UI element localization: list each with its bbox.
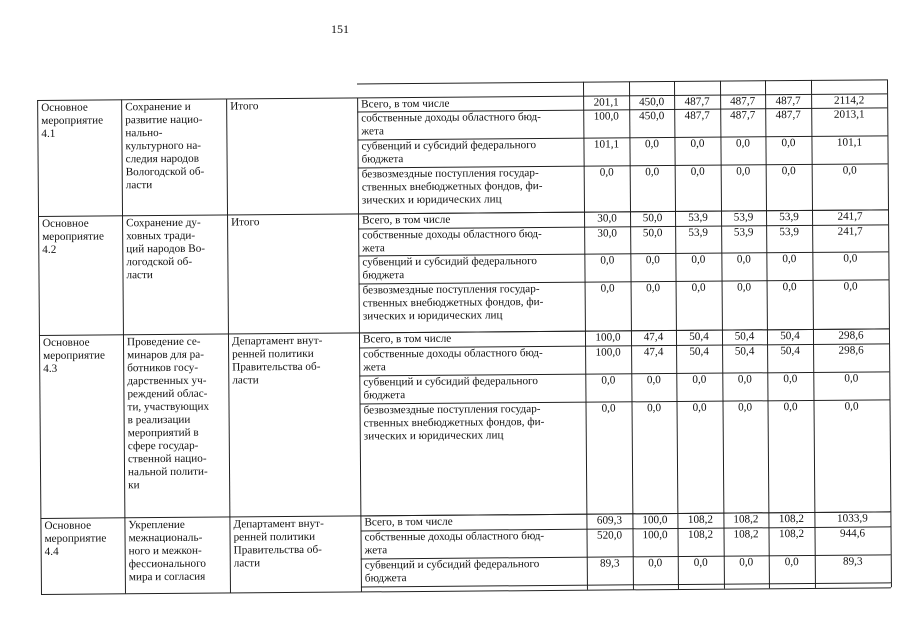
funding-value: 0,0 — [691, 281, 706, 294]
event-name: нальной полити- — [127, 465, 208, 479]
funding-value: 108,2 — [687, 528, 714, 541]
funding-value: 0,0 — [600, 254, 615, 267]
responsible-executor: ренней политики — [233, 530, 316, 544]
funding-value: 241,7 — [837, 225, 863, 238]
funding-value: 609,3 — [596, 514, 623, 527]
funding-source-label: Всего, в том числе — [364, 515, 453, 529]
event-name: ховных тради- — [126, 229, 196, 243]
funding-source-label: собственные доходы областного бюд- — [362, 228, 542, 242]
funding-value: 2114,2 — [833, 94, 865, 107]
funding-value: 0,0 — [645, 254, 660, 267]
event-name: дарственных уч- — [127, 374, 207, 388]
funding-source-label: ственных внебюджетных фондов, фи- — [362, 296, 544, 310]
funding-value: 100,0 — [593, 110, 619, 123]
responsible-executor: Департамент внут- — [233, 517, 324, 531]
funding-source-label: субвенций и субсидий федерального — [362, 255, 538, 269]
funding-value: 0,0 — [692, 373, 707, 386]
funding-value: 0,0 — [844, 400, 859, 413]
funding-source-label: субвенций и субсидий федерального — [364, 558, 540, 572]
funding-value: 298,6 — [838, 344, 864, 357]
funding-value: 50,4 — [689, 345, 709, 358]
funding-value: 0,0 — [648, 557, 663, 570]
funding-value: 0,0 — [783, 401, 798, 414]
event-name: межнациональ- — [128, 531, 203, 545]
funding-value: 53,9 — [779, 226, 799, 239]
funding-value: 487,7 — [775, 109, 801, 122]
column-rule — [37, 100, 42, 594]
funding-value: 53,9 — [688, 226, 709, 239]
funding-value: 53,9 — [733, 226, 754, 239]
event-name: фессионального — [128, 557, 207, 571]
funding-value: 101,1 — [836, 136, 863, 149]
funding-value: 487,7 — [775, 95, 801, 108]
funding-source-label: жета — [361, 125, 384, 138]
event-name: ласти — [126, 269, 153, 282]
event-name: мероприятий в — [127, 426, 199, 440]
funding-value: 53,9 — [779, 211, 799, 224]
event-name: Укрепление — [128, 518, 185, 532]
funding-value: 2013,1 — [833, 108, 865, 121]
funding-value: 50,0 — [642, 212, 663, 225]
event-name: ки — [128, 479, 140, 492]
funding-value: 108,2 — [733, 528, 759, 541]
funding-value: 487,7 — [730, 109, 756, 122]
funding-source-label: безвозмездные поступления государ- — [362, 283, 540, 297]
funding-value: 487,7 — [684, 109, 710, 122]
event-name: в реализации — [127, 413, 191, 427]
funding-value: 30,0 — [597, 212, 617, 225]
funding-source-label: безвозмездные поступления государ- — [361, 167, 539, 181]
funding-value: 0,0 — [844, 372, 859, 385]
funding-value: 0,0 — [644, 138, 660, 151]
event-name: Сохранение ду- — [126, 216, 201, 230]
funding-value: 50,4 — [780, 330, 800, 343]
funding-value: 520,0 — [596, 529, 623, 542]
funding-value: 50,4 — [689, 330, 709, 343]
funding-value: 0,0 — [737, 373, 752, 386]
funding-source-label: собственные доходы областного бюд- — [363, 347, 543, 361]
table-top-rule — [357, 79, 887, 84]
column-rule — [226, 99, 231, 593]
funding-value: 0,0 — [692, 401, 707, 414]
funding-value: 0,0 — [599, 166, 614, 179]
funding-value: 0,0 — [645, 166, 660, 179]
funding-source-label: зических и юридических лиц — [362, 309, 503, 323]
funding-value: 0,0 — [737, 281, 752, 294]
event-name: культурного на- — [125, 139, 202, 153]
responsible-executor: Департамент внут- — [231, 334, 323, 348]
funding-value: 241,7 — [837, 210, 863, 223]
funding-value: 30,0 — [597, 227, 618, 240]
funding-value: 487,7 — [730, 95, 756, 108]
funding-source-label: Всего, в том числе — [362, 213, 451, 227]
funding-value: 108,2 — [687, 513, 714, 526]
funding-value: 0,0 — [647, 402, 662, 415]
funding-value: 1033,9 — [836, 512, 868, 525]
funding-source-label: жета — [362, 242, 385, 255]
funding-value: 0,0 — [843, 280, 858, 293]
funding-source-label: бюджета — [363, 389, 406, 402]
event-label: Основное — [42, 217, 89, 230]
funding-source-label: собственные доходы областного бюд- — [364, 530, 545, 544]
event-name: развитие нацио- — [125, 113, 203, 127]
funding-source-label: субвенций и субсидий федерального — [363, 375, 538, 389]
funding-value: 50,4 — [734, 330, 755, 343]
event-name: следия народов — [125, 152, 199, 166]
event-label: мероприятие — [41, 114, 104, 127]
funding-value: 0,0 — [690, 165, 705, 178]
budget-table — [37, 79, 891, 594]
funding-value: 0,0 — [736, 253, 751, 266]
event-name: нально- — [125, 127, 163, 140]
event-name: Проведение се- — [126, 335, 201, 349]
event-name: реждений облас- — [127, 387, 208, 401]
funding-value: 50,4 — [734, 345, 755, 358]
event-name: ций народов Во- — [126, 242, 206, 256]
event-name: минаров для ра- — [127, 348, 204, 362]
event-label: Основное — [41, 101, 88, 114]
funding-value: 0,0 — [843, 252, 858, 265]
event-name: ственной нацио- — [127, 452, 207, 466]
event-label: Основное — [42, 336, 90, 349]
funding-value: 0,0 — [691, 253, 706, 266]
event-name: ласти — [125, 179, 153, 192]
funding-source-label: жета — [364, 544, 388, 557]
funding-value: 100,0 — [595, 331, 621, 344]
funding-value: 100,0 — [642, 514, 668, 527]
event-name: мира и согласия — [128, 570, 206, 584]
funding-value: 100,0 — [642, 529, 668, 542]
funding-value: 0,0 — [784, 556, 799, 569]
funding-value: 0,0 — [690, 137, 705, 150]
funding-value: 47,4 — [643, 346, 664, 359]
funding-value: 0,0 — [737, 401, 753, 414]
funding-value: 0,0 — [782, 253, 797, 266]
responsible-executor: Правительства об- — [233, 543, 322, 557]
funding-source-label: бюджета — [361, 153, 404, 166]
funding-source-label: ственных внебюджетных фондов, фи- — [363, 416, 545, 430]
event-label: 4.4 — [44, 545, 59, 558]
funding-value: 201,1 — [593, 96, 619, 109]
funding-source-label: ственных внебюджетных фондов, фи- — [361, 180, 543, 194]
funding-value: 450,0 — [639, 96, 665, 109]
funding-value: 0,0 — [601, 374, 616, 387]
funding-value: 101,1 — [593, 138, 620, 151]
event-name: Вологодской об- — [125, 165, 205, 179]
funding-value: 450,0 — [639, 110, 665, 123]
event-name: логодской об- — [126, 255, 193, 269]
funding-source-label: бюджета — [364, 572, 407, 585]
funding-value: 0,0 — [842, 164, 857, 177]
funding-value: 47,4 — [643, 331, 664, 344]
funding-value: 89,3 — [599, 557, 620, 570]
event-name: ного и межкон- — [128, 544, 202, 558]
funding-value: 50,0 — [642, 227, 663, 240]
event-name: Сохранение и — [125, 100, 191, 114]
funding-value: 0,0 — [781, 165, 796, 178]
event-label: мероприятие — [44, 532, 107, 545]
funding-value: 53,9 — [733, 211, 754, 224]
funding-value: 0,0 — [646, 282, 661, 295]
event-name: сфере государ- — [127, 439, 199, 453]
event-name: ти, участвующих — [127, 400, 210, 414]
funding-value: 0,0 — [783, 373, 798, 386]
funding-source-label: Всего, в том числе — [362, 332, 452, 346]
funding-value: 0,0 — [782, 281, 797, 294]
responsible-executor: ласти — [233, 557, 261, 570]
funding-value: 100,0 — [595, 346, 621, 359]
funding-value: 0,0 — [646, 374, 661, 387]
funding-value: 0,0 — [736, 165, 751, 178]
event-label: 4.3 — [43, 362, 58, 375]
funding-value: 53,9 — [688, 211, 708, 224]
event-label: 4.1 — [41, 127, 56, 140]
funding-value: 108,2 — [733, 513, 759, 526]
funding-source-label: жета — [363, 361, 386, 374]
event-label: мероприятие — [43, 349, 105, 362]
responsible-executor: Итого — [231, 216, 260, 229]
funding-value: 298,6 — [838, 329, 864, 342]
event-name: ботников госу- — [127, 361, 199, 375]
funding-source-label: зических и юридических лиц — [361, 193, 502, 207]
responsible-executor: ласти — [232, 374, 259, 387]
funding-value: 0,0 — [781, 137, 796, 150]
event-label: Основное — [44, 519, 92, 532]
funding-source-label: субвенций и субсидий федерального — [361, 139, 537, 153]
funding-value: 0,0 — [600, 282, 615, 295]
funding-value: 50,4 — [780, 345, 800, 358]
funding-value: 89,3 — [842, 555, 863, 568]
responsible-executor: Итого — [230, 100, 259, 113]
funding-source-label: Всего, в том числе — [361, 97, 450, 111]
table-bottom-rule — [41, 587, 891, 595]
responsible-executor: ренней политики — [232, 347, 314, 361]
funding-source-label: зических и юридических лиц — [363, 429, 504, 443]
funding-source-label: бюджета — [362, 269, 405, 282]
funding-value: 108,2 — [778, 527, 805, 541]
funding-value: 108,2 — [778, 512, 805, 526]
event-label: мероприятие — [42, 230, 105, 243]
funding-value: 0,0 — [601, 402, 616, 415]
event-label: 4.2 — [42, 243, 57, 256]
responsible-executor: Правительства об- — [232, 360, 321, 374]
page-number: 151 — [331, 22, 349, 36]
funding-source-label: безвозмездные поступления государ- — [363, 403, 541, 417]
funding-value: 0,0 — [735, 137, 751, 150]
funding-value: 487,7 — [684, 95, 710, 108]
funding-value: 0,0 — [739, 556, 754, 569]
funding-value: 0,0 — [693, 556, 708, 569]
funding-value: 944,6 — [839, 527, 866, 540]
funding-source-label: собственные доходы областного бюд- — [361, 111, 541, 125]
